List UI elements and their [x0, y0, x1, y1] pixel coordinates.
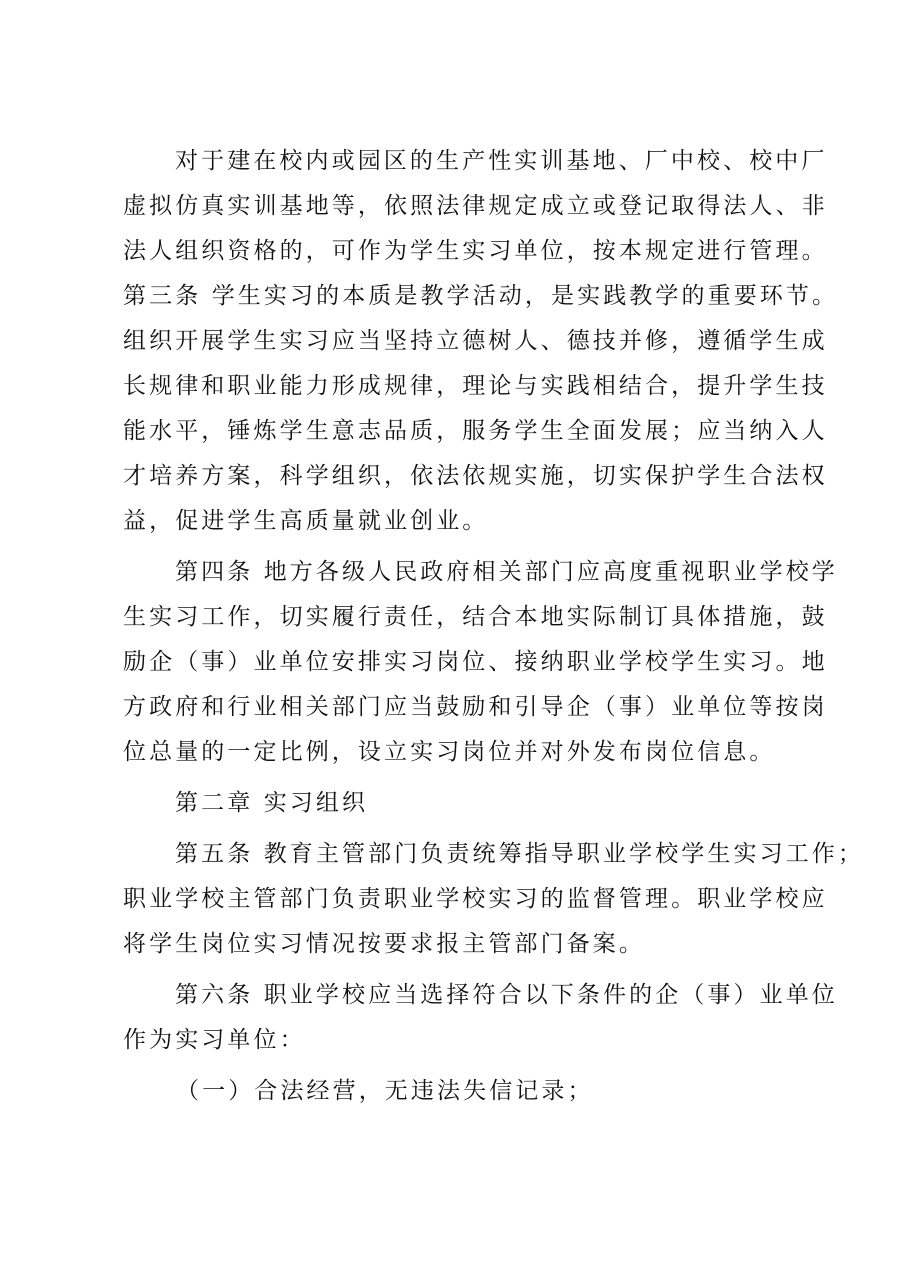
- text-line: 方政府和行业相关部门应当鼓励和引导企（事）业单位等按岗: [123, 694, 828, 720]
- chapter-2-heading: 第二章 实习组织: [175, 790, 369, 816]
- text-line: 职业学校主管部门负责职业学校实习的监督管理。职业学校应: [123, 886, 828, 912]
- article-6-heading-line: 第六条 职业学校应当选择符合以下条件的企（事）业单位: [175, 982, 838, 1008]
- text-line: 生实习工作，切实履行责任，结合本地实际制订具体措施，鼓: [123, 604, 828, 630]
- article-5-heading-line: 第五条 教育主管部门负责统筹指导职业学校学生实习工作；: [175, 841, 865, 867]
- list-item: （一）合法经营，无违法失信记录；: [176, 1078, 594, 1104]
- article-4-heading-line: 第四条 地方各级人民政府相关部门应高度重视职业学校学: [175, 559, 838, 585]
- text-line: 虚拟仿真实训基地等，依照法律规定成立或登记取得法人、非: [123, 193, 828, 219]
- text-line: 长规律和职业能力形成规律，理论与实践相结合，提升学生技: [123, 373, 828, 399]
- text-line: 才培养方案，科学组织，依法依规实施，切实保护学生合法权: [123, 463, 828, 489]
- text-line: 将学生岗位实习情况按要求报主管部门备案。: [123, 931, 645, 957]
- text-line: 作为实习单位：: [123, 1027, 306, 1053]
- text-line: 位总量的一定比例，设立实习岗位并对外发布岗位信息。: [123, 739, 776, 765]
- text-line: 益，促进学生高质量就业创业。: [123, 508, 489, 534]
- text-line: 励企（事）业单位安排实习岗位、接纳职业学校学生实习。地: [123, 649, 828, 675]
- text-line: 对于建在校内或园区的生产性实训基地、厂中校、校中厂: [175, 148, 828, 174]
- text-line: 组织开展学生实习应当坚持立德树人、德技并修，遵循学生成: [123, 328, 828, 354]
- text-line: 能水平，锤炼学生意志品质，服务学生全面发展；应当纳入人: [123, 418, 828, 444]
- article-3-heading-line: 第三条 学生实习的本质是教学活动，是实践教学的重要环节。: [123, 283, 839, 309]
- text-line: 法人组织资格的，可作为学生实习单位，按本规定进行管理。: [123, 238, 828, 264]
- document-body: [123, 143, 865, 1118]
